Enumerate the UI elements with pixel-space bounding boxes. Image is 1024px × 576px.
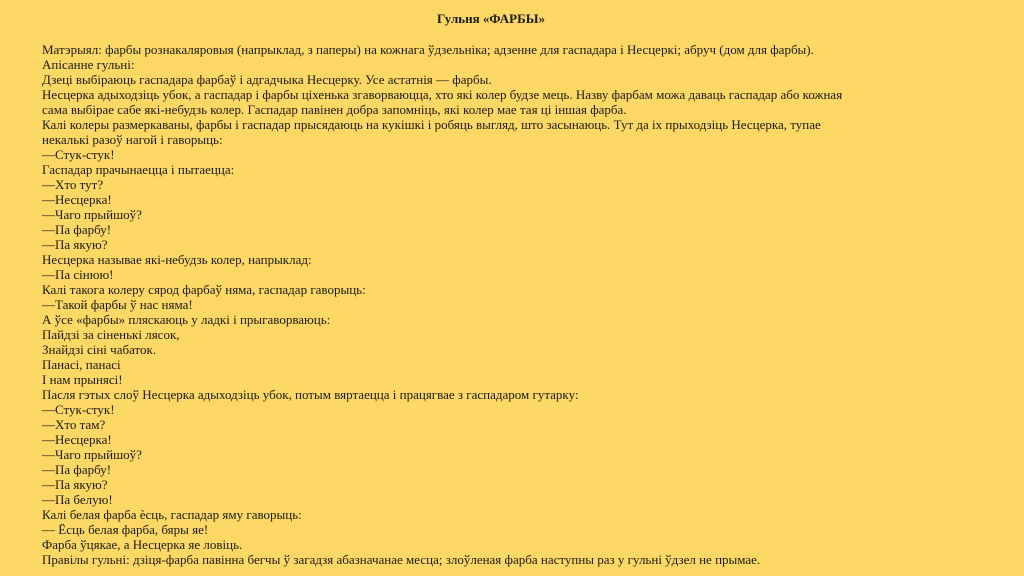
text-line: —Хто тут?: [42, 177, 104, 192]
text-line: —Па якую?: [42, 237, 108, 252]
text-line: —Па белую!: [42, 492, 113, 507]
text-line: —Па фарбу!: [42, 222, 112, 237]
text-line: сама выбірае сабе які-небудзь колер. Гаспадар павінен добра запомніць, які колер мае тая ці іншая фарба.: [42, 102, 627, 117]
text-line: Апісанне гульні:: [42, 57, 135, 72]
text-line: Калі колеры размеркаваны, фарбы і гаспадар прысядаюць на кукішкі і робяць выгляд, што засынаюць. Тут да іх прыходзіць Несцерка, тупае: [42, 117, 821, 132]
text-line: Калі такога колеру сярод фарбаў няма, гаспадар гаворыць:: [42, 282, 366, 297]
text-line: А ўсе «фарбы» пляскаюць у ладкі і прыгаворваюць:: [42, 312, 331, 327]
text-line: —Хто там?: [42, 417, 106, 432]
text-line: Гаспадар прачынаецца і пытаецца:: [42, 162, 235, 177]
text-line: —Па сінюю!: [42, 267, 114, 282]
game-description: [42, 42, 912, 567]
text-line: Пайдзі за сіненькі лясок,: [42, 327, 180, 342]
text-line: Правілы гульні: дзіця-фарба павінна бегчы ў загадзя абазначанае месца; злоўленая фарба наступны раз у гульні ўдзел не прымае.: [42, 552, 761, 567]
text-line: Несцерка называе які-небудзь колер, напрыклад:: [42, 252, 312, 267]
text-line: Знайдзі сіні чабаток.: [42, 342, 157, 357]
text-line: —Па якую?: [42, 477, 108, 492]
text-line: Матэрыял: фарбы рознакаляровыя (напрыклад, з паперы) на кожнага ўдзельніка; адзенне для гаспадара і Несцеркі; абруч (дом для фарбы).: [42, 42, 814, 57]
text-line: —Стук-стук!: [42, 147, 115, 162]
text-line: Фарба ўцякае, а Несцерка яе ловіць.: [42, 537, 243, 552]
text-line: —Несцерка!: [42, 432, 112, 447]
text-line: —Чаго прыйшоў?: [42, 447, 142, 462]
text-line: —Па фарбу!: [42, 462, 112, 477]
text-line: —Несцерка!: [42, 192, 112, 207]
text-line: Калі белая фарба ѐсць, гаспадар яму гаворыць:: [42, 507, 302, 522]
page-title: Гульня «ФАРБЫ»: [437, 11, 545, 26]
text-line: Дзеці выбіраюць гаспадара фарбаў і адгадчыка Несцерку. Усе астатнія — фарбы.: [42, 72, 492, 87]
text-line: Несцерка адыходзіць убок, а гаспадар і фарбы ціхенька згаворваюцца, хто які колер будзе мець. Назву фарбам можа даваць гаспадар або кожная: [42, 87, 843, 102]
text-line: —Такой фарбы ў нас няма!: [42, 297, 193, 312]
text-line: Панасі, панасі: [42, 357, 121, 372]
text-line: некалькі разоў нагой і гаворыць:: [42, 132, 223, 147]
text-line: — Ёсць белая фарба, бяры яе!: [42, 522, 209, 537]
text-line: Пасля гэтых слоў Несцерка адыходзіць убок, потым вяртаецца і працягвае з гаспадаром гутарку:: [42, 387, 579, 402]
text-line: —Стук-стук!: [42, 402, 115, 417]
text-line: І нам прынясі!: [42, 372, 123, 387]
text-line: —Чаго прыйшоў?: [42, 207, 142, 222]
